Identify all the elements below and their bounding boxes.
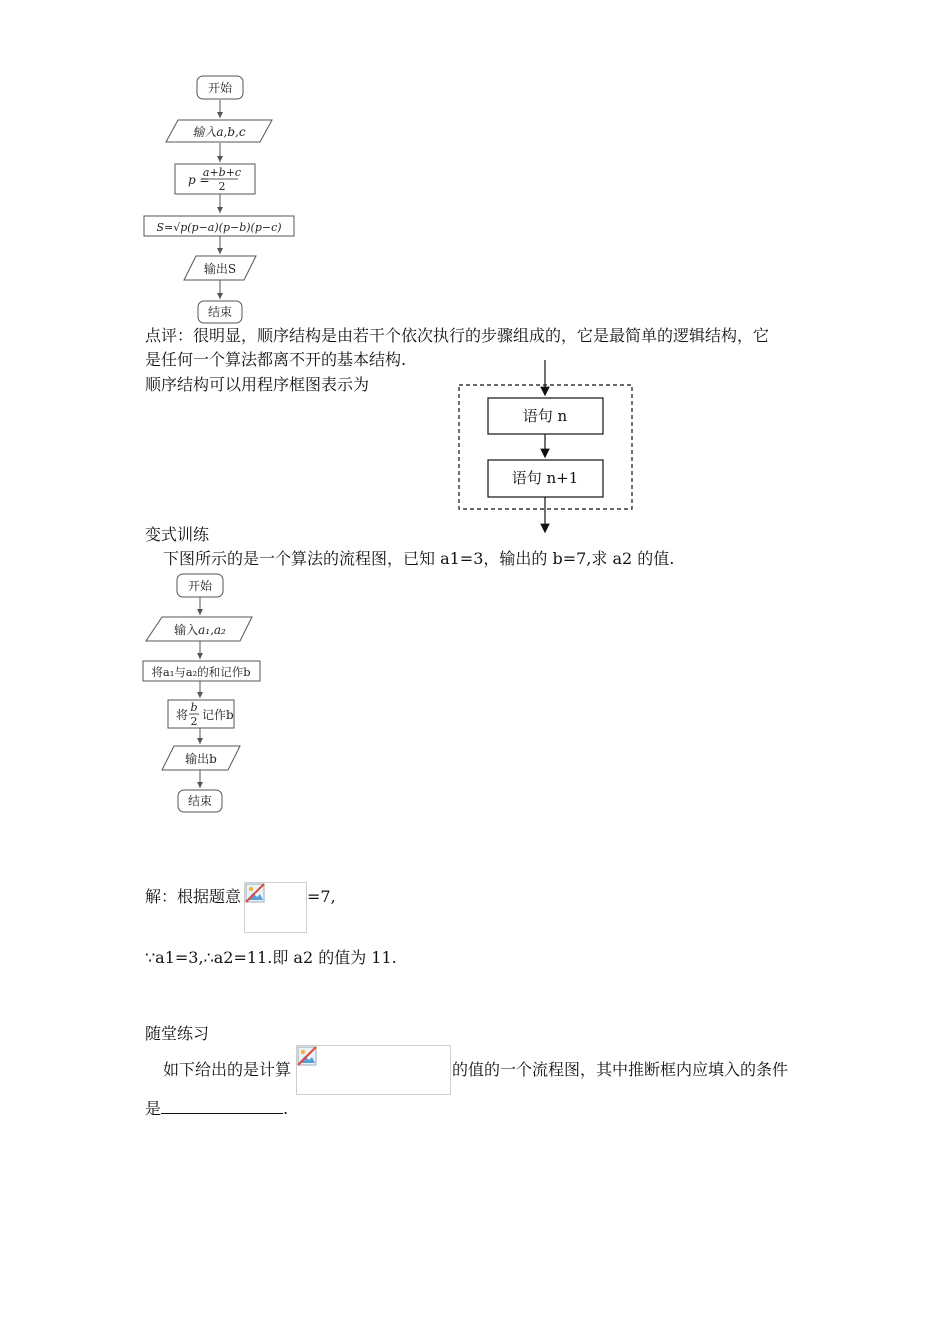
svg-text:结束: 结束 (187, 794, 213, 808)
answer-blank[interactable] (161, 1097, 283, 1114)
output-parallelogram (162, 746, 240, 770)
sum-process-box (143, 661, 260, 681)
end-terminal (198, 301, 242, 323)
practice-line-2 (145, 1097, 288, 1120)
svg-text:输出b: 输出b (185, 752, 217, 766)
svg-text:将a₁与a₂的和记作b: 将a₁与a₂的和记作b (151, 665, 251, 679)
svg-text:p =: p = (188, 173, 210, 187)
broken-image-icon (296, 1045, 451, 1095)
solution-prefix: 解：根据题意 (145, 887, 242, 906)
solution-suffix: =7, (307, 887, 336, 906)
statement-n1-box (488, 460, 603, 497)
solution-line-2: ∵a1=3,∴a2=11.即 a2 的值为 11. (145, 948, 397, 967)
svg-text:输入a₁,a₂: 输入a₁,a₂ (174, 623, 226, 637)
comment-line-1: 点评：很明显，顺序结构是由若干个依次执行的步骤组成的，它是最简单的逻辑结构，它 (145, 326, 770, 345)
output-parallelogram (184, 256, 256, 280)
svg-text:S=√p(p−a)(p−b)(p−c): S=√p(p−a)(p−b)(p−c) (156, 221, 282, 234)
svg-text:a+b+c: a+b+c (202, 166, 242, 179)
input-parallelogram (166, 120, 272, 142)
practice-prefix: 如下给出的是计算 (163, 1060, 292, 1079)
start-terminal (177, 574, 223, 597)
half-process-box (168, 700, 234, 728)
svg-text:将: 将 (176, 708, 189, 722)
svg-text:b: b (190, 701, 198, 714)
svg-text:语句 n+1: 语句 n+1 (511, 469, 579, 487)
svg-text:输出S: 输出S (203, 262, 237, 276)
start-terminal (197, 76, 243, 99)
input-parallelogram (146, 617, 252, 641)
comment-line-2: 是任何一个算法都离不开的基本结构. (145, 350, 407, 369)
variant-question: 下图所示的是一个算法的流程图，已知 a1=3，输出的 b=7,求 a2 的值. (163, 549, 675, 568)
sequence-structure-diagram (455, 358, 640, 538)
svg-text:结束: 结束 (207, 305, 233, 319)
practice-line-2-suffix: . (283, 1099, 289, 1118)
end-terminal (178, 790, 222, 812)
svg-text:输入a,b,c: 输入a,b,c (192, 125, 246, 139)
broken-image-icon (244, 882, 307, 933)
variant-heading: 变式训练 (145, 525, 210, 544)
process-s-box (144, 216, 294, 236)
svg-text:2: 2 (218, 180, 226, 193)
svg-text:语句 n: 语句 n (522, 407, 568, 425)
svg-text:记作b: 记作b (202, 708, 234, 722)
flowchart-sum-average (138, 570, 268, 820)
sequence-caption: 顺序结构可以用程序框图表示为 (145, 375, 370, 394)
svg-text:2: 2 (190, 715, 198, 728)
practice-line-2-prefix: 是 (145, 1099, 162, 1118)
svg-text:开始: 开始 (207, 81, 233, 95)
practice-heading: 随堂练习 (145, 1024, 210, 1043)
statement-n-box (488, 398, 603, 434)
process-p-box (175, 164, 255, 194)
practice-suffix: 的值的一个流程图，其中推断框内应填入的条件 (452, 1060, 789, 1079)
svg-text:开始: 开始 (187, 579, 213, 593)
flowchart-heron (140, 70, 310, 330)
